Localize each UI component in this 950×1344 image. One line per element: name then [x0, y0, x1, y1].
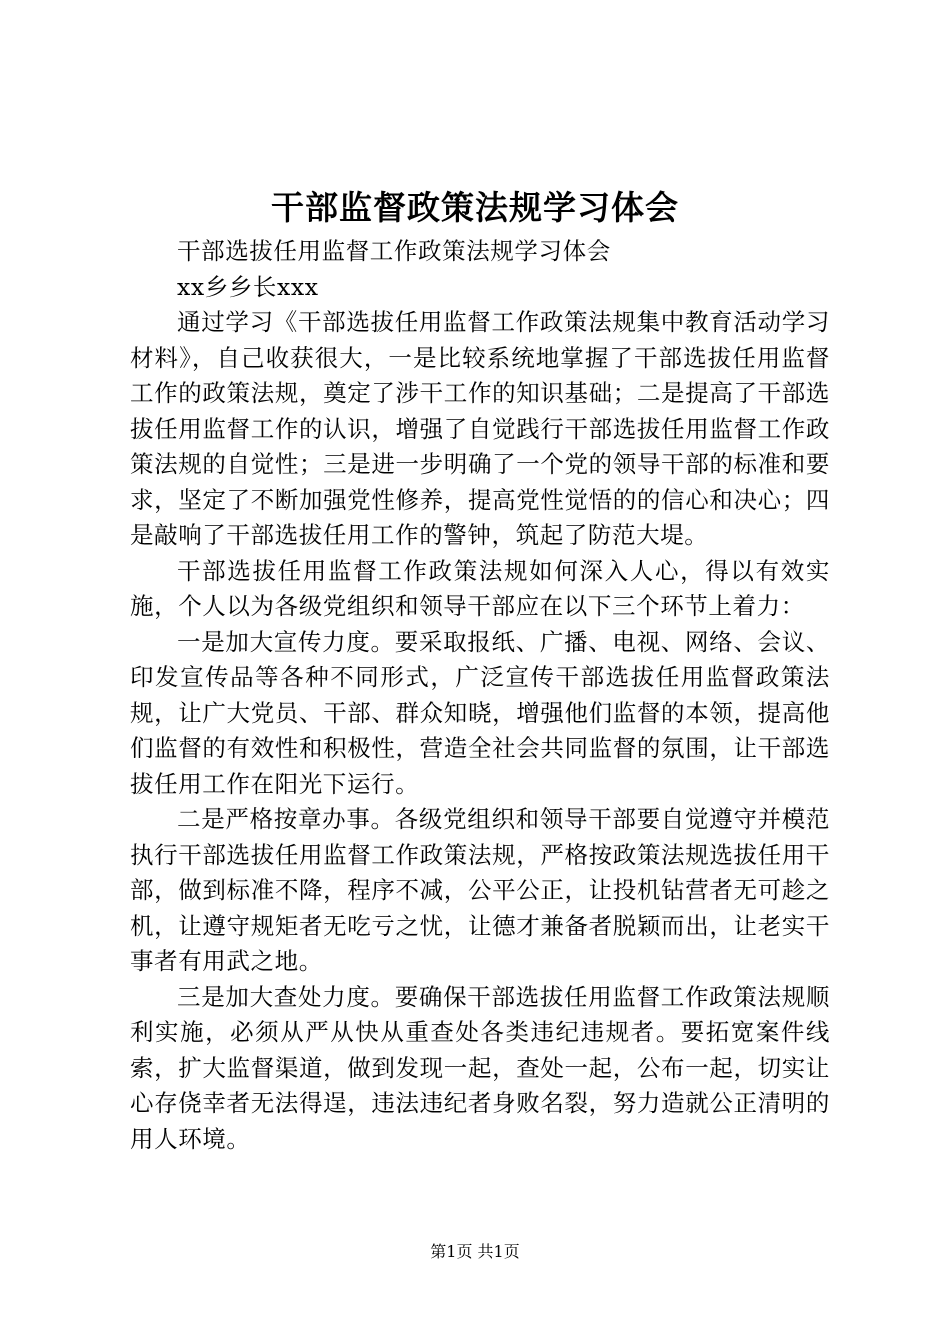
- paragraph: 一是加大宣传力度。要采取报纸、广播、电视、网络、会议、印发宣传品等各种不同形式，广泛宣传干部选拔任用监督政策法规，让广大党员、干部、群众知晓，增强他们监督的本领，提高他们监督的有效性和积极性，营造全社会共同监督的氛围，让干部选拔任用工作在阳光下运行。: [130, 627, 830, 798]
- page-footer: 第1页 共1页: [430, 1242, 520, 1261]
- document-title: 干部监督政策法规学习体会: [271, 188, 679, 227]
- document-author: xx乡乡长xxx: [177, 272, 319, 301]
- paragraph: 二是严格按章办事。各级党组织和领导干部要自觉遵守并模范执行干部选拔任用监督工作政策法规，严格按政策法规选拔任用干部，做到标准不降，程序不减，公平公正，让投机钻营者无可趁之机，让遵守规矩者无吃亏之忧，让德才兼备者脱颖而出，让老实干事者有用武之地。: [130, 805, 830, 975]
- document-subtitle: 干部选拔任用监督工作政策法规学习体会: [177, 237, 611, 265]
- paragraph: 三是加大查处力度。要确保干部选拔任用监督工作政策法规顺利实施，必须从严从快从重查处各类违纪违规者。要拓宽案件线索，扩大监督渠道，做到发现一起，查处一起，公布一起，切实让心存侥幸者无法得逞，违法违纪者身败名裂，努力造就公正清明的用人环境。: [130, 982, 830, 1153]
- paragraph: 干部选拔任用监督工作政策法规如何深入人心，得以有效实施，个人以为各级党组织和领导干部应在以下三个环节上着力：: [130, 556, 830, 620]
- document-body: [130, 234, 830, 1157]
- paragraph: 通过学习《干部选拔任用监督工作政策法规集中教育活动学习材料》，自己收获很大，一是比较系统地掌握了干部选拔任用监督工作的政策法规，奠定了涉干工作的知识基础；二是提高了干部选拔任用监督工作的认识，增强了自觉践行干部选拔任用监督工作政策法规的自觉性；三是进一步明确了一个党的领导干部的标准和要求，坚定了不断加强党性修养，提高党性觉悟的的信心和决心；四是敲响了干部选拔任用工作的警钟，筑起了防范大堤。: [130, 308, 830, 549]
